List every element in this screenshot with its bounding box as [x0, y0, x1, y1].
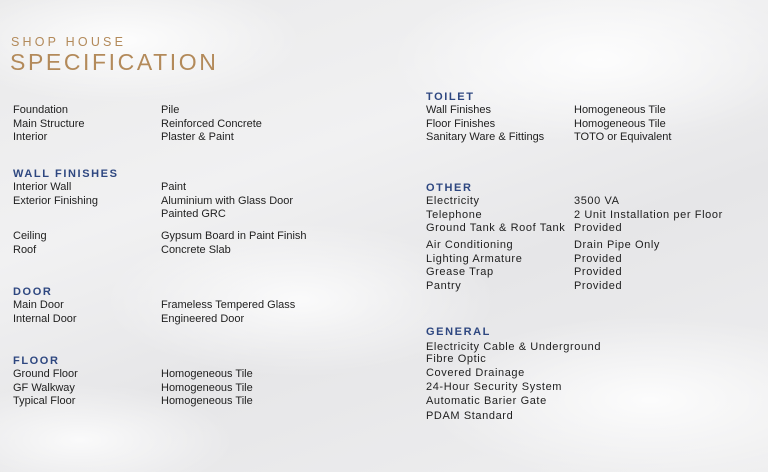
- page-title: SPECIFICATION: [10, 49, 219, 75]
- spec-row: [13, 230, 373, 244]
- spec-value: Provided: [574, 280, 623, 293]
- spec-label: Interior: [13, 131, 48, 144]
- spec-label: Main Door: [13, 299, 64, 311]
- spec-value: Engineered Door: [161, 312, 245, 325]
- spec-row: [13, 395, 373, 409]
- list-item: Covered Drainage: [426, 366, 525, 379]
- spec-value: Homogeneous Tile: [161, 381, 253, 394]
- spec-value: Homogeneous Tile: [574, 104, 666, 116]
- spec-label: Pantry: [426, 280, 462, 293]
- toilet-list: [426, 104, 756, 145]
- spec-label: Ground Tank & Roof Tank: [426, 222, 566, 235]
- spec-label: Telephone: [426, 208, 483, 221]
- spec-row: [426, 266, 756, 280]
- spec-row: [13, 118, 373, 132]
- spec-value: Pile: [161, 104, 180, 116]
- spec-value: Paint: [161, 181, 187, 193]
- spec-value: Gypsum Board in Paint Finish: [161, 230, 307, 243]
- spec-value: Aluminium with Glass Door: [161, 194, 294, 207]
- spec-row: [13, 313, 373, 327]
- spec-label: Wall Finishes: [426, 104, 491, 116]
- section-heading-general: GENERAL: [426, 326, 491, 338]
- spec-label: Ground Floor: [13, 368, 78, 380]
- section-heading-door: DOOR: [13, 286, 53, 298]
- spec-value: Plaster & Paint: [161, 131, 234, 144]
- spec-label: Ceiling: [13, 230, 47, 243]
- list-item: 24-Hour Security System: [426, 380, 563, 393]
- spec-label: Sanitary Ware & Fittings: [426, 131, 545, 144]
- spec-value: TOTO or Equivalent: [574, 131, 672, 144]
- floor-list: [13, 368, 373, 409]
- general-spec-list: [13, 104, 373, 145]
- spec-label: Lighting Armature: [426, 252, 523, 265]
- section-heading-toilet: TOILET: [426, 91, 475, 103]
- spec-label: Interior Wall: [13, 181, 72, 193]
- spec-row: [13, 181, 373, 195]
- section-heading-other: OTHER: [426, 182, 473, 194]
- general-list: [426, 341, 756, 424]
- spec-value: Homogeneous Tile: [161, 395, 253, 408]
- spec-label: Foundation: [13, 104, 69, 116]
- spec-row: [13, 131, 373, 145]
- section-heading-wall-finishes: WALL FINISHES: [13, 168, 119, 180]
- spec-row: [426, 209, 756, 223]
- other-list: [426, 195, 756, 294]
- door-list: [13, 299, 373, 326]
- section-heading-floor: FLOOR: [13, 355, 60, 367]
- spec-value: Concrete Slab: [161, 243, 231, 256]
- spec-row: [13, 382, 373, 396]
- spec-row: [426, 253, 756, 267]
- spec-value: Drain Pipe Only: [574, 239, 661, 252]
- list-item: PDAM Standard: [426, 410, 514, 423]
- spec-value: Homogeneous Tile: [161, 368, 253, 380]
- spec-value: 3500 VA: [574, 195, 620, 207]
- wall-finishes-list: [13, 181, 373, 257]
- page-subtitle: SHOP HOUSE: [11, 35, 127, 49]
- spec-label: Internal Door: [13, 312, 77, 325]
- spec-label: Typical Floor: [13, 395, 76, 408]
- spec-value: Reinforced Concrete: [161, 117, 262, 130]
- spec-row: [13, 244, 373, 258]
- spec-value: Provided: [574, 252, 623, 265]
- spec-label: Floor Finishes: [426, 117, 496, 130]
- spec-row: [13, 104, 373, 118]
- spec-row: [426, 280, 756, 294]
- spec-row: [426, 118, 756, 132]
- spec-label: Roof: [13, 243, 37, 256]
- spec-value: 2 Unit Installation per Floor: [574, 208, 723, 221]
- spec-value: Homogeneous Tile: [574, 117, 666, 130]
- list-item: Automatic Barier Gate: [426, 394, 547, 407]
- list-item: Fibre Optic: [426, 352, 487, 365]
- spec-row: [426, 131, 756, 145]
- list-item: Electricity Cable & Underground: [426, 341, 602, 353]
- spec-row: [13, 299, 373, 313]
- spec-row: [13, 368, 373, 382]
- spec-label: Exterior Finishing: [13, 194, 98, 207]
- spec-value: Frameless Tempered Glass: [161, 299, 296, 311]
- spec-row: [426, 104, 756, 118]
- spec-value: Provided: [574, 222, 623, 235]
- spec-label: Grease Trap: [426, 266, 494, 279]
- spec-label: GF Walkway: [13, 381, 75, 394]
- spec-value: Provided: [574, 266, 623, 279]
- spec-row: [426, 239, 756, 253]
- spec-row: [426, 222, 756, 236]
- spec-row: [13, 195, 373, 209]
- spec-label: Main Structure: [13, 117, 85, 130]
- spec-label: Air Conditioning: [426, 239, 514, 252]
- spec-value: Painted GRC: [161, 208, 226, 221]
- spec-label: Electricity: [426, 195, 480, 207]
- spec-row: [426, 195, 756, 209]
- spec-row: [13, 208, 373, 222]
